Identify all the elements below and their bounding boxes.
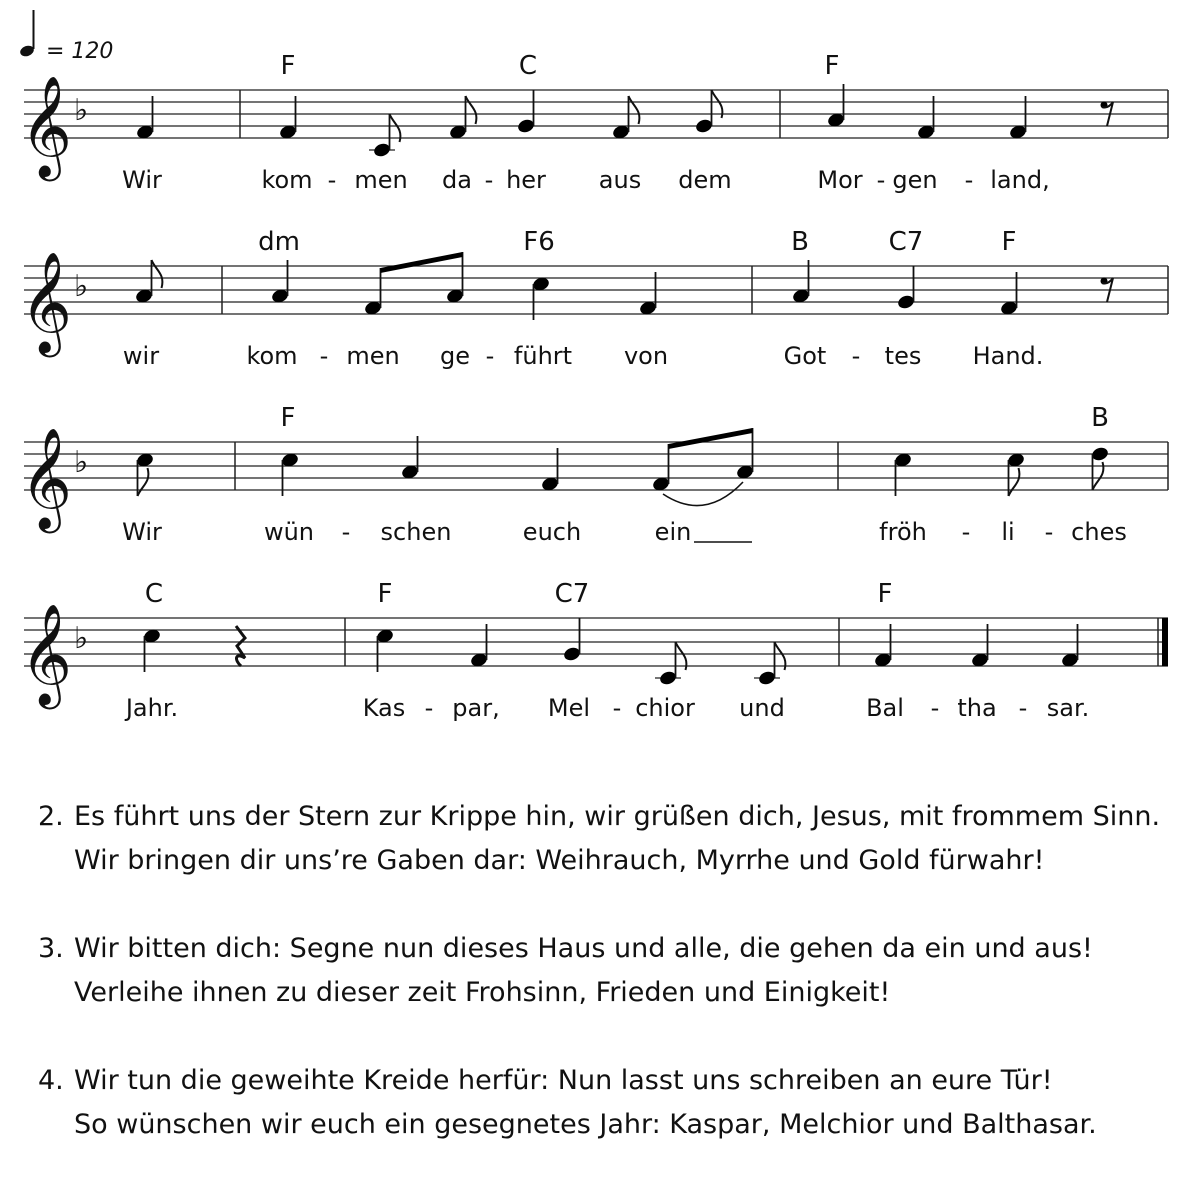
lyric-syllable: li [1001,518,1015,546]
verse-3 [38,927,1158,1015]
lyric-hyphen: - [851,342,861,370]
lyric-syllable: dem [678,166,732,194]
chord-symbol: C [144,579,164,609]
chord-symbol: F [280,403,296,433]
lyric-syllable: kom [246,342,298,370]
lyric-syllable: chior [635,694,695,722]
verse-line: Wir bitten dich: Segne nun dieses Haus und alle, die gehen da ein und aus! [74,933,1093,964]
lyric-hyphen: - [964,166,974,194]
eighth-flag [1009,468,1020,496]
lyric-syllable: gen [892,166,938,194]
lyric-syllable: ge [440,342,470,370]
treble-clef-icon: 𝄞 [20,426,73,529]
verse-4 [38,1059,1158,1147]
eighth-flag [152,260,163,288]
chord-symbol: C7 [554,579,590,609]
lyric-syllable: Mel [547,694,591,722]
lyric-syllable: wün [263,518,315,546]
note-beam [669,428,753,449]
lyric-syllable: ein [654,518,692,546]
lyric-hyphen: - [612,694,622,722]
lyric-syllable: Kas [362,694,406,722]
staff-system [20,403,1168,546]
lyric-hyphen: - [930,694,940,722]
flat-key-signature-icon: ♭ [74,93,89,128]
lyric-syllable: land, [990,166,1050,194]
lyric-syllable: Hand. [972,342,1044,370]
lyric-hyphen: - [485,342,495,370]
lyric-syllable: kom [261,166,313,194]
verse-line: Wir tun die geweihte Kreide herfür: Nun lasst uns schreiben an eure Tür! [74,1065,1053,1096]
treble-clef-icon: 𝄞 [20,602,73,705]
lyric-syllable: da [442,166,472,194]
final-bar-thick [1162,618,1168,666]
chord-symbol: B [791,227,809,257]
lyric-hyphen: - [484,166,494,194]
slur [663,482,743,506]
verse-number: 4. [38,1065,64,1096]
flat-key-signature-icon: ♭ [74,445,89,480]
lyric-syllable: par, [452,694,500,722]
lyric-syllable: führt [513,342,573,370]
lyric-syllable: Jahr. [125,694,179,722]
chord-symbol: F6 [523,227,555,257]
verse-line: Wir bringen dir uns’re Gaben dar: Weihrauch, Myrrhe und Gold fürwahr! [74,845,1045,876]
chord-symbol: B [1091,403,1109,433]
staff-system [20,51,1168,194]
lyric-hyphen: - [327,166,337,194]
lyric-hyphen: - [319,342,329,370]
chord-symbol: F [877,579,893,609]
lyric-hyphen: - [961,518,971,546]
chord-symbol: F [1001,227,1017,257]
verse-line: So wünschen wir euch ein gesegnetes Jahr: Kaspar, Melchior und Balthasar. [74,1109,1097,1140]
flat-key-signature-icon: ♭ [74,621,89,656]
lyric-syllable: Wir [122,518,162,546]
chord-symbol: F [824,51,840,81]
verse-number: 2. [38,801,64,832]
flat-key-signature-icon: ♭ [74,269,89,304]
lyric-syllable: fröh [879,518,927,546]
chord-symbol: F [377,579,393,609]
lyric-syllable: Mor [817,166,863,194]
lyric-syllable: her [506,166,546,194]
lyric-hyphen: - [1044,518,1054,546]
verse-2 [38,795,1161,883]
lyric-syllable: Got [783,342,827,370]
staff-system [20,227,1168,370]
eighth-flag [629,96,640,124]
note-beam [381,252,463,273]
lyric-syllable: ches [1071,518,1127,546]
lyric-syllable: schen [380,518,452,546]
lyric-hyphen: - [341,518,351,546]
chord-symbol: dm [258,227,300,257]
lyric-syllable: aus [598,166,642,194]
chord-symbol: F [280,51,296,81]
tempo-text: = 120 [46,39,114,64]
verse-number: 3. [38,933,64,964]
staff-system [20,579,1168,722]
lyric-syllable: tes [884,342,922,370]
lyric-hyphen: - [1018,694,1028,722]
eighth-flag [138,468,149,496]
lyric-syllable: Wir [122,166,162,194]
lyric-syllable: men [354,166,408,194]
lyric-syllable: euch [522,518,582,546]
lyric-syllable: tha [957,694,997,722]
lyric-hyphen: - [876,166,886,194]
verse-line: Es führt uns der Stern zur Krippe hin, wir grüßen dich, Jesus, mit frommem Sinn. [74,801,1161,832]
lyric-syllable: von [623,342,669,370]
lyric-syllable: und [739,694,785,722]
chord-symbol: C [518,51,538,81]
tempo-marking [19,10,114,64]
lyric-hyphen: - [424,694,434,722]
lyric-syllable: wir [122,342,160,370]
quarter-rest-icon [236,626,245,666]
lyric-syllable: sar. [1046,694,1090,722]
verses [38,795,1161,1191]
verse-line: Verleihe ihnen zu dieser zeit Frohsinn, Frieden und Einigkeit! [74,977,891,1008]
treble-clef-icon: 𝄞 [20,250,73,353]
treble-clef-icon: 𝄞 [20,74,73,177]
lyric-syllable: men [346,342,400,370]
chord-symbol: C7 [888,227,924,257]
lyric-syllable: Bal [866,694,904,722]
eighth-flag [466,96,477,124]
